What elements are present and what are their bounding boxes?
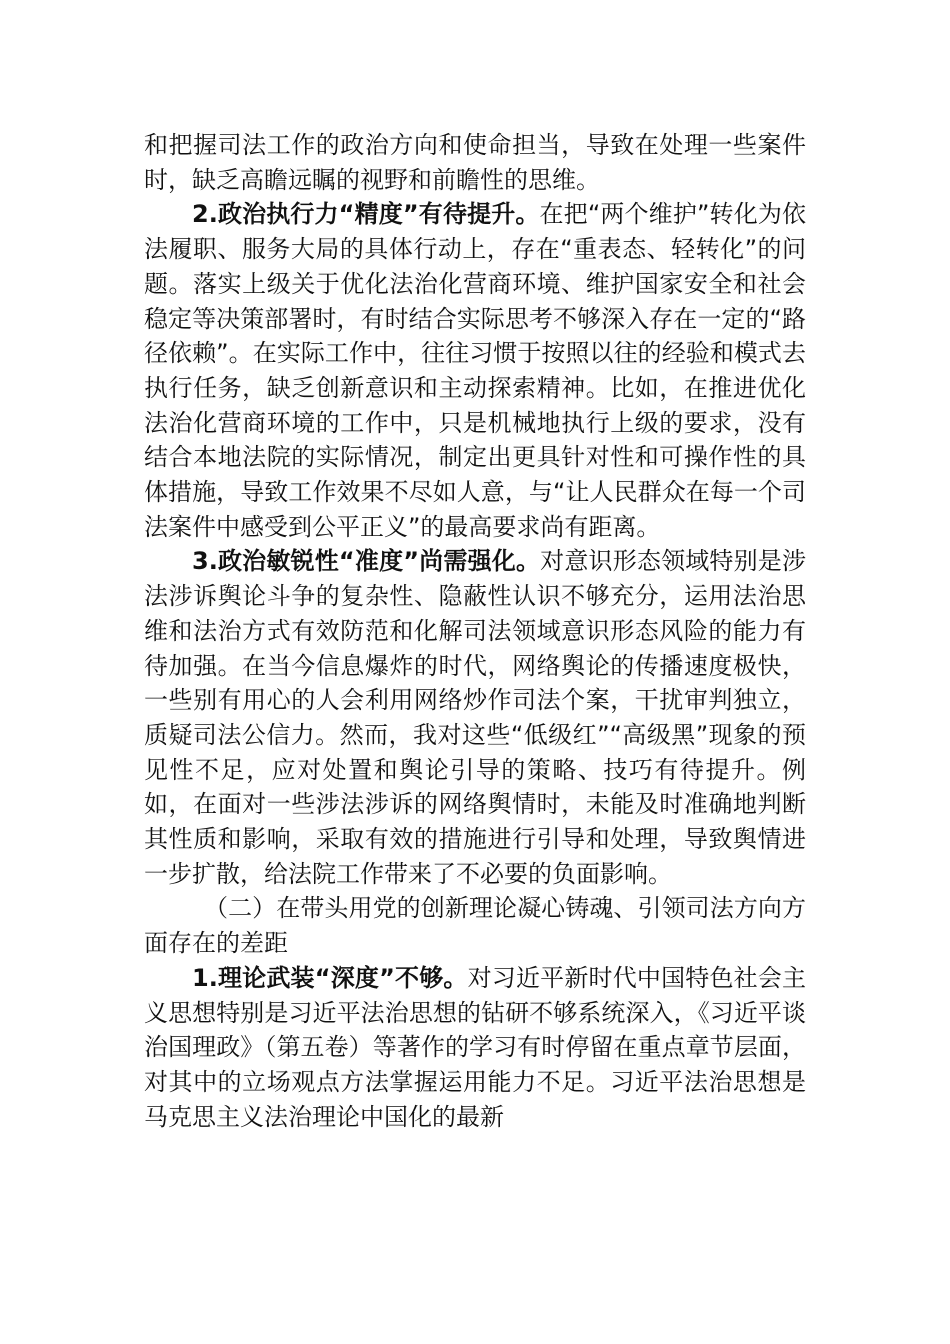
paragraph-heading: 1.理论武装“深度”不够。 bbox=[192, 963, 468, 992]
section-heading-text: （二）在带头用党的创新理论凝心铸魂、引领司法方向方面存在的差距 bbox=[144, 894, 806, 958]
document-page bbox=[144, 128, 806, 1134]
paragraph-political-execution bbox=[144, 197, 806, 544]
paragraph-political-sensitivity bbox=[144, 544, 806, 891]
paragraph-theory-depth bbox=[144, 961, 806, 1135]
paragraph-text: 和把握司法工作的政治方向和使命担当，导致在处理一些案件时，缺乏高瞻远瞩的视野和前瞻性的思维。 bbox=[144, 131, 806, 194]
paragraph-text: 对意识形态领域特别是涉法涉诉舆论斗争的复杂性、隐蔽性认识不够充分，运用法治思维和法治方式有效防范和化解司法领域意识形态风险的能力有待加强。在当今信息爆炸的时代，网络舆论的传播速度极快，一些别有用心的人会利用网络炒作司法个案，干扰审判独立，质疑司法公信力。然而，我对这些“低级红”“高级黑”现象的预见性不足，应对处置和舆论引导的策略、技巧有待提升。例如，在面对一些涉法涉诉的网络舆情时，未能及时准确地判断其性质和影响，采取有效的措施进行引导和处理，导致舆情进一步扩散，给法院工作带来了不必要的负面影响。 bbox=[144, 547, 806, 888]
paragraph-continuation bbox=[144, 128, 806, 197]
paragraph-text: 在把“两个维护”转化为依法履职、服务大局的具体行动上，存在“重表态、轻转化”的问题。落实上级关于优化法治化营商环境、维护国家安全和社会稳定等决策部署时，有时结合实际思考不够深入存在一定的“路径依赖”。在实际工作中，往往习惯于按照以往的经验和模式去执行任务，缺乏创新意识和主动探索精神。比如，在推进优化法治化营商环境的工作中，只是机械地执行上级的要求，没有结合本地法院的实际情况，制定出更具针对性和可操作性的具体措施，导致工作效果不尽如人意，与“让人民群众在每一个司法案件中感受到公平正义”的最高要求尚有距离。 bbox=[144, 200, 806, 541]
section-heading-two bbox=[144, 891, 806, 960]
paragraph-text: 对习近平新时代中国特色社会主义思想特别是习近平法治思想的钻研不够系统深入，《习近平谈治国理政》（第五卷）等著作的学习有时停留在重点章节层面，对其中的立场观点方法掌握运用能力不足。习近平法治思想是马克思主义法治理论中国化的最新 bbox=[144, 963, 806, 1131]
paragraph-heading: 3.政治敏锐性“准度”尚需强化。 bbox=[192, 547, 541, 576]
paragraph-heading: 2.政治执行力“精度”有待提升。 bbox=[192, 200, 540, 229]
